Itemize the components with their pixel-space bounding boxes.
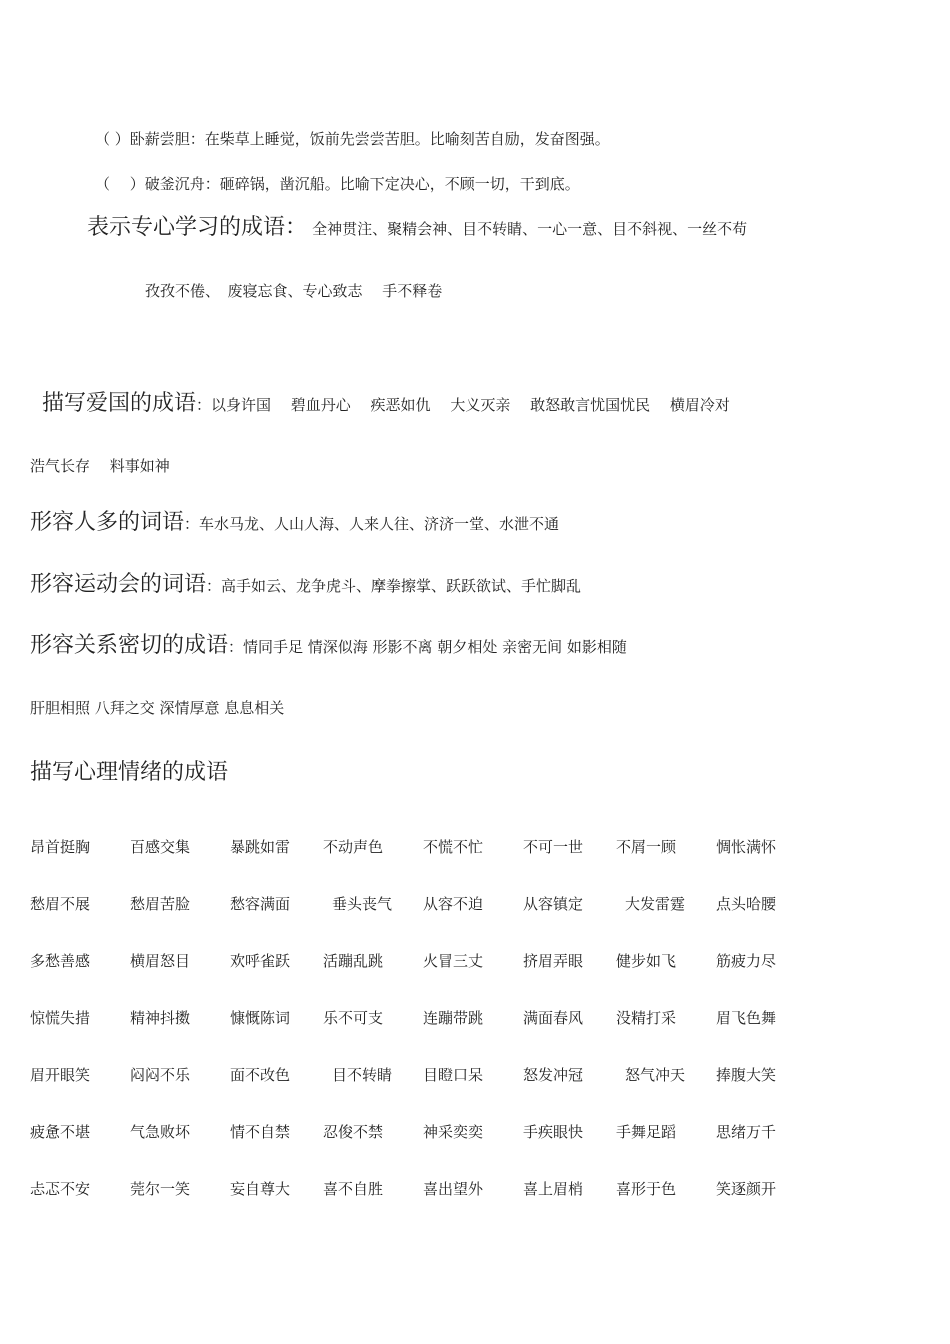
idiom-item: 喜形于色 [616,1180,677,1198]
idiom-item: 慷慨陈词 [230,1009,291,1027]
idiom-item: 情不自禁 [230,1123,291,1141]
section-study [87,210,747,241]
idiom-item: 喜上眉梢 [523,1180,584,1198]
idiom-item: 莞尔一笑 [130,1180,191,1198]
idiom-item: 昂首挺胸 [30,838,91,856]
idiom-item: 活蹦乱跳 [323,952,384,970]
section-patriot-heading: 描写爱国的成语 [42,391,197,416]
idiom-item: 乐不可支 [323,1009,384,1027]
idiom-item: 大发雷霆 [625,895,686,913]
section-close [30,628,627,659]
idiom-item: 多愁善感 [30,952,91,970]
idiom-item: 怒发冲冠 [523,1066,584,1084]
idiom-item: 愁眉不展 [30,895,91,913]
idiom-item: 愁眉苦脸 [130,895,191,913]
section-sports-line: ：高手如云、龙争虎斗、摩拳擦掌、跃跃欲试、手忙脚乱 [206,577,582,595]
section-crowd-line: ：车水马龙、人山人海、人来人往、济济一堂、水泄不通 [184,515,560,533]
idiom-item: 健步如飞 [616,952,677,970]
section-sports-heading: 形容运动会的词语 [30,572,207,597]
idiom-item: 闷闷不乐 [130,1066,191,1084]
idiom-item: 惆怅满怀 [716,838,777,856]
idiom-item: 从容不迫 [423,895,484,913]
idiom-item: 手疾眼快 [523,1123,584,1141]
section-emotion-heading: 描写心理情绪的成语 [30,760,229,785]
idiom-item: 连蹦带跳 [423,1009,484,1027]
section-close-line2: 肝胆相照 八拜之交 深情厚意 息息相关 [30,699,285,717]
idiom-item: 忐忑不安 [30,1180,91,1198]
idiom-item: 笑逐颜开 [716,1180,777,1198]
idiom-item: 目不转睛 [332,1066,393,1084]
section-close-heading: 形容关系密切的成语 [30,633,229,658]
idiom-item: 眉开眼笑 [30,1066,91,1084]
idiom-item: 满面春风 [523,1009,584,1027]
idiom-item: 妄自尊大 [230,1180,291,1198]
idiom-item: 思绪万千 [716,1123,777,1141]
section-crowd [30,505,559,536]
idiom-item: 挤眉弄眼 [523,952,584,970]
section-study-line2: 孜孜不倦、 废寝忘食、专心致志 手不释卷 [145,282,443,300]
idiom-item: 欢呼雀跃 [230,952,291,970]
idiom-item: 惊慌失措 [30,1009,91,1027]
section-patriot-line2: 浩气长存 料事如神 [30,457,170,475]
section-study-line1: 全神贯注、聚精会神、目不转睛、一心一意、目不斜视、一丝不苟 [312,220,748,238]
idiom-item: 百感交集 [130,838,191,856]
idiom-item: 眉飞色舞 [716,1009,777,1027]
idiom-item: 忍俊不禁 [323,1123,384,1141]
section-close-line1: ：情同手足 情深似海 形影不离 朝夕相处 亲密无间 如影相随 [228,638,627,656]
idiom-item: 没精打采 [616,1009,677,1027]
definition-po-fu-chen-zhou: （ ）破釜沉舟：砸碎锅，凿沉船。比喻下定决心，不顾一切，干到底。 [95,175,580,193]
idiom-item: 目瞪口呆 [423,1066,484,1084]
idiom-item: 喜不自胜 [323,1180,384,1198]
idiom-item: 垂头丧气 [332,895,393,913]
section-patriot [42,386,730,417]
idiom-item: 喜出望外 [423,1180,484,1198]
idiom-item: 怒气冲天 [625,1066,686,1084]
idiom-item: 不慌不忙 [423,838,484,856]
idiom-item: 从容镇定 [523,895,584,913]
idiom-item: 面不改色 [230,1066,291,1084]
idiom-item: 不动声色 [323,838,384,856]
section-sports [30,567,581,598]
idiom-item: 暴跳如雷 [230,838,291,856]
idiom-item: 精神抖擞 [130,1009,191,1027]
idiom-item: 手舞足蹈 [616,1123,677,1141]
idiom-item: 神采奕奕 [423,1123,484,1141]
idiom-item: 点头哈腰 [716,895,777,913]
definition-wo-xin-chang-dan: （ ）卧薪尝胆：在柴草上睡觉，饭前先尝尝苦胆。比喻刻苦自励，发奋图强。 [95,130,610,148]
idiom-item: 火冒三丈 [423,952,484,970]
idiom-item: 疲惫不堪 [30,1123,91,1141]
idiom-item: 愁容满面 [230,895,291,913]
idiom-item: 横眉怒目 [130,952,191,970]
idiom-item: 气急败坏 [130,1123,191,1141]
idiom-item: 筋疲力尽 [716,952,777,970]
idiom-item: 不可一世 [523,838,584,856]
idiom-item: 捧腹大笑 [716,1066,777,1084]
idiom-item: 不屑一顾 [616,838,677,856]
section-crowd-heading: 形容人多的词语 [30,510,185,535]
section-patriot-line1: ：以身许国 碧血丹心 疾恶如仇 大义灭亲 敢怒敢言忧国忧民 横眉冷对 [196,396,730,414]
section-study-heading: 表示专心学习的成语： [87,215,308,240]
